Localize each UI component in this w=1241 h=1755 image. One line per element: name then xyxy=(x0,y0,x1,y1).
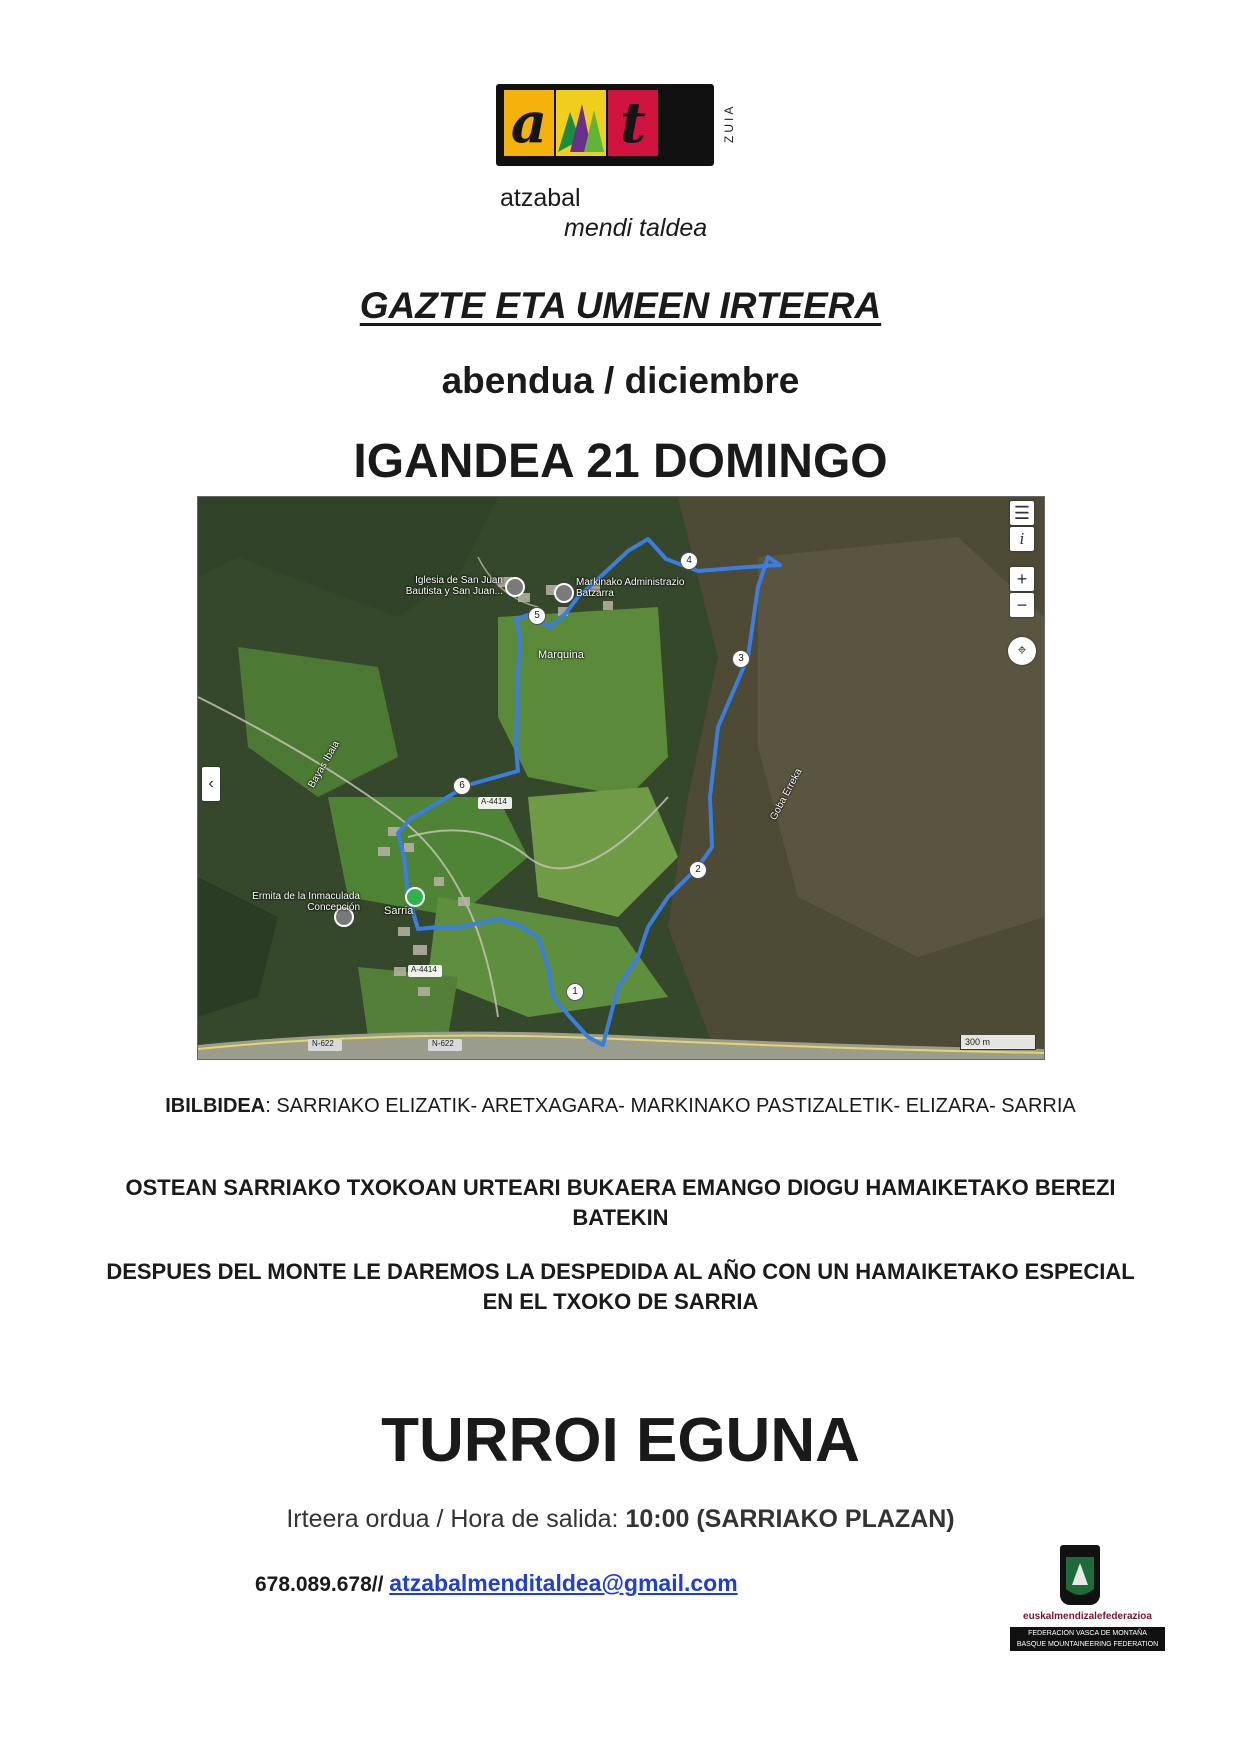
logo-mountain-icon xyxy=(556,90,606,156)
paragraph-spanish: DESPUES DEL MONTE LE DAREMOS LA DESPEDIDA AL AÑO CON UN HAMAIKETAKO ESPECIAL EN EL TXOKO DE SARRIA xyxy=(106,1259,1135,1314)
logo-frame xyxy=(496,84,736,166)
waypoint-6[interactable]: 6 xyxy=(453,777,471,795)
route-map[interactable] xyxy=(197,496,1045,1060)
locate-button[interactable]: ⌖ xyxy=(1008,637,1036,665)
route-text: : SARRIAKO ELIZATIK- ARETXAGARA- MARKINAKO PASTIZALETIK- ELIZARA- SARRIA xyxy=(265,1095,1076,1117)
month-heading: abendua / diciembre xyxy=(441,360,800,401)
map-label-river2: Goba Erreka xyxy=(768,766,805,823)
info-button[interactable]: i xyxy=(1010,527,1034,551)
federation-logo xyxy=(1005,1545,1170,1655)
logo-letter-a: a xyxy=(504,90,554,156)
waypoint-5[interactable]: 5 xyxy=(528,607,546,625)
map-scale-bar: 300 m xyxy=(960,1035,1036,1050)
paragraph-basque: OSTEAN SARRIAKO TXOKOAN URTEARI BUKAERA EMANGO DIOGU HAMAIKETAKO BEREZI BATEKIN xyxy=(125,1175,1116,1230)
club-name: atzabal xyxy=(500,184,581,212)
federation-shield-icon xyxy=(1060,1545,1100,1605)
zoom-out-button[interactable]: − xyxy=(1010,593,1034,617)
layers-button[interactable]: ☰ xyxy=(1010,501,1034,525)
date-heading: IGANDEA 21 DOMINGO xyxy=(353,435,888,488)
route-label: IBILBIDEA xyxy=(165,1095,266,1117)
admin-pin-icon[interactable] xyxy=(554,583,574,603)
contact-line xyxy=(255,1570,738,1597)
map-label-highway2: N-622 xyxy=(432,1039,454,1048)
waypoint-4[interactable]: 4 xyxy=(680,552,698,570)
route-description xyxy=(0,1095,1241,1118)
departure-value: 10:00 (SARRIAKO PLAZAN) xyxy=(625,1505,955,1533)
map-label-admin: Markinako Administrazio Batzarra xyxy=(576,577,685,599)
page-title: GAZTE ETA UMEEN IRTEERA xyxy=(359,285,882,326)
zoom-in-button[interactable]: + xyxy=(1010,567,1034,591)
club-logo xyxy=(496,84,766,244)
waypoint-1[interactable]: 1 xyxy=(566,983,584,1001)
federation-line2: BASQUE MOUNTAINEERING FEDERATION xyxy=(1016,1641,1159,1648)
collapse-panel-button[interactable]: ‹ xyxy=(202,767,220,801)
club-subname: mendi taldea xyxy=(564,214,708,242)
waypoint-3[interactable]: 3 xyxy=(732,650,750,668)
federation-line1: FEDERACION VASCA DE MONTAÑA xyxy=(1028,1630,1147,1637)
logo-letter-t: t xyxy=(608,90,658,156)
map-label-road1: A-4414 xyxy=(481,797,507,806)
map-label-town: Marquina xyxy=(538,649,584,661)
start-marker-icon[interactable] xyxy=(405,887,425,907)
event-title: TURROI EGUNA xyxy=(381,1406,860,1475)
logo-side-text: ZUIA xyxy=(722,103,736,143)
map-label-river1: Bayas Ibaia xyxy=(306,739,342,790)
map-label-sarria: Sarria xyxy=(384,905,414,917)
departure-time xyxy=(0,1505,1241,1534)
map-label-church: Iglesia de San Juan Bautista y San Juan... xyxy=(405,575,503,597)
map-label-road2: A-4414 xyxy=(411,965,437,974)
contact-email-link[interactable]: atzabalmenditaldea@gmail.com xyxy=(389,1570,738,1596)
waypoint-2[interactable]: 2 xyxy=(689,861,707,879)
map-label-highway1: N-622 xyxy=(312,1039,334,1048)
church-pin-icon[interactable] xyxy=(505,577,525,597)
map-label-hermitage: Ermita de la Inmaculada Concepción xyxy=(252,891,360,913)
federation-banner xyxy=(1010,1627,1165,1651)
federation-name: euskalmendizalefederazioa xyxy=(1023,1611,1152,1622)
contact-phone: 678.089.678// xyxy=(255,1573,384,1596)
departure-label: Irteera ordua / Hora de salida: xyxy=(286,1505,626,1533)
